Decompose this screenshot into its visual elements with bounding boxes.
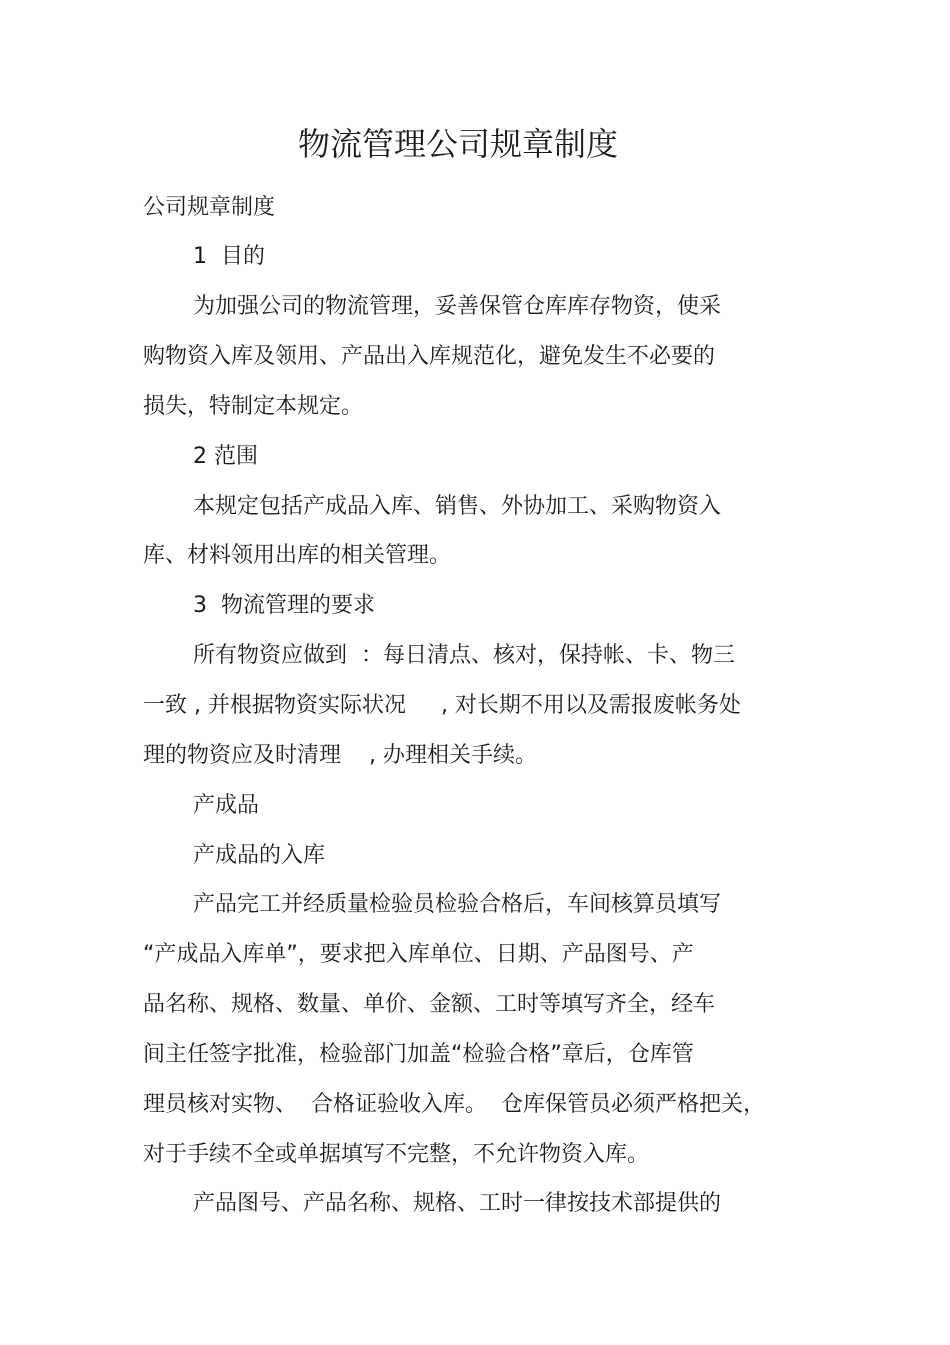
section-heading: 1 目的 — [193, 244, 265, 269]
paragraph-line: 对于手续不全或单据填写不完整，不允许物资入库。 — [143, 1142, 650, 1167]
paragraph-line: 本规定包括产成品入库、销售、外协加工、采购物资入 — [193, 494, 722, 519]
paragraph-line: 间主任签字批准，检验部门加盖“检验合格”章后，仓库管 — [143, 1042, 694, 1067]
paragraph-line: 购物资入库及领用、产品出入库规范化，避免发生不必要的 — [143, 344, 716, 369]
section-heading: 产成品的入库 — [193, 843, 326, 868]
paragraph-line: 所有物资应做到 ：每日清点、核对，保持帐、卡、物三 — [193, 643, 735, 668]
paragraph-line: 理员核对实物、 合格证验收入库。 仓库保管员必须严格把关， — [143, 1092, 765, 1117]
paragraph-line: “产成品入库单”，要求把入库单位、日期、产品图号、产 — [143, 942, 694, 967]
paragraph-line: 一致 , 并根据物资实际状况 , 对长期不用以及需报废帐务处 — [143, 693, 741, 718]
paragraph-line: 为加强公司的物流管理，妥善保管仓库库存物资，使采 — [193, 294, 722, 319]
paragraph-line: 损失，特制定本规定。 — [143, 394, 364, 419]
paragraph-line: 产品图号、产品名称、规格、工时一律按技术部提供的 — [193, 1191, 722, 1216]
section-heading: 产成品 — [193, 793, 260, 818]
section-heading: 公司规章制度 — [143, 195, 276, 220]
paragraph-line: 库、材料领用出库的相关管理。 — [143, 543, 452, 568]
paragraph-line: 理的物资应及时清理 , 办理相关手续。 — [143, 743, 537, 768]
paragraph-line: 品名称、规格、数量、单价、金额、工时等填写齐全，经车 — [143, 992, 716, 1017]
section-heading: 2 范围 — [193, 444, 258, 469]
document-title: 物流管理公司规章制度 — [297, 125, 618, 163]
paragraph-line: 产品完工并经质量检验员检验合格后，车间核算员填写 — [193, 892, 722, 917]
section-heading: 3 物流管理的要求 — [193, 593, 375, 618]
